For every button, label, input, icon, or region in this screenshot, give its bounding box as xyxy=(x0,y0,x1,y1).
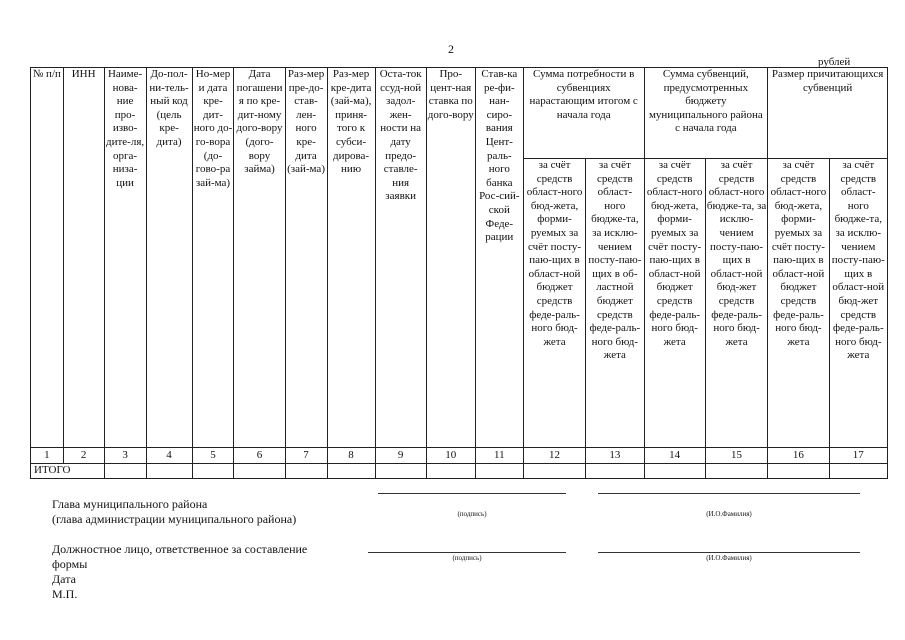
head-signature-line[interactable] xyxy=(378,493,566,494)
total-cell xyxy=(475,464,523,479)
col-header-1: № п/п xyxy=(31,68,64,448)
subsidy-table xyxy=(30,67,888,479)
group-header-provided: Сумма субвенций, предусмотренных бюджету муниципального района с начала года xyxy=(644,68,768,159)
total-cell xyxy=(586,464,644,479)
official-signature-line[interactable] xyxy=(368,552,566,553)
sub-header-16: за счёт средств област-ного бюд-жета, форми-руемых за счёт посту-паю-щих в област-ной бюджет средств феде-раль-ного бюд-жета xyxy=(768,159,829,448)
col-number: 11 xyxy=(475,448,523,464)
group-header-need: Сумма потребности в субвенциях нарастающим итогом с начала года xyxy=(523,68,644,159)
head-title-line1: Глава муниципального района xyxy=(52,497,208,511)
col-header-3: Наиме-нова-ние про-изво-дите-ля, орга-низа-ции xyxy=(104,68,146,448)
official-name-line[interactable] xyxy=(598,552,860,553)
col-header-2: ИНН xyxy=(63,68,104,448)
total-cell xyxy=(285,464,327,479)
group-header-due: Размер причитающихся субвенций xyxy=(768,68,888,159)
total-cell xyxy=(104,464,146,479)
sub-header-15: за счёт средств област-ного бюдже-та, за исклю-чением посту-паю-щих в област-ной бюд-жет средств феде-раль-ного бюд-жета xyxy=(705,159,767,448)
stamp-label: М.П. xyxy=(52,587,78,601)
col-number: 12 xyxy=(523,448,585,464)
col-number: 5 xyxy=(192,448,234,464)
col-number: 10 xyxy=(426,448,475,464)
col-header-4: До-пол-ни-тель-ный код (цель кре-дита) xyxy=(146,68,192,448)
col-number: 14 xyxy=(644,448,705,464)
col-header-10: Про-цент-ная ставка по дого-вору xyxy=(426,68,475,448)
head-title-line2: (глава администрации муниципального района) xyxy=(52,512,297,526)
head-signature-title xyxy=(52,497,296,527)
total-label: ИТОГО xyxy=(31,464,105,479)
col-number: 4 xyxy=(146,448,192,464)
col-header-8: Раз-мер кре-дита (зай-ма), приня-того к субси-дирова-нию xyxy=(327,68,375,448)
total-cell xyxy=(644,464,705,479)
date-label: Дата xyxy=(52,572,76,586)
head-sign-caption: (подпись) xyxy=(457,510,487,518)
col-number: 3 xyxy=(104,448,146,464)
page-number: 2 xyxy=(448,42,454,56)
sub-header-17: за счёт средств област-ного бюдже-та, за исклю-чением посту-паю-щих в област-ной бюд-жет средств феде-раль-ного бюд-жета xyxy=(829,159,887,448)
total-cell xyxy=(768,464,829,479)
col-number: 9 xyxy=(375,448,426,464)
col-header-7: Раз-мер пре-до-став-лен-ного кре-дита (зай-ма) xyxy=(285,68,327,448)
col-header-5: Но-мер и дата кре-дит-ного до-го-вора (до-гово-ра зай-ма) xyxy=(192,68,234,448)
official-signature-title xyxy=(52,542,307,602)
col-number: 17 xyxy=(829,448,887,464)
sub-header-12: за счёт средств област-ного бюд-жета, форми-руемых за счёт посту-паю-щих в област-ной бюджет средств феде-раль-ного бюд-жета xyxy=(523,159,585,448)
unit-label: рублей xyxy=(818,56,851,68)
total-cell xyxy=(426,464,475,479)
total-cell xyxy=(523,464,585,479)
official-title-line1: Должностное лицо, ответственное за составление xyxy=(52,542,308,556)
total-cell xyxy=(327,464,375,479)
official-sign-caption: (подпись) xyxy=(452,554,482,562)
official-name-caption: (И.О.Фамилия) xyxy=(706,554,752,562)
total-cell xyxy=(146,464,192,479)
col-header-11: Став-ка ре-фи-нан-сиро-вания Цент-раль-ного банка Рос-сий-ской Феде-рации xyxy=(475,68,523,448)
col-header-6: Дата погашения по кре-дит-ному дого-вору (дого-вору займа) xyxy=(234,68,285,448)
col-number: 15 xyxy=(705,448,767,464)
col-number: 13 xyxy=(586,448,644,464)
total-cell xyxy=(375,464,426,479)
col-header-9: Оста-ток ссуд-ной задол-жен-ности на дату предо-ставле-ния заявки xyxy=(375,68,426,448)
col-number: 6 xyxy=(234,448,285,464)
head-name-caption: (И.О.Фамилия) xyxy=(706,510,752,518)
official-title-line2: формы xyxy=(52,557,88,571)
total-cell xyxy=(192,464,234,479)
sub-header-14: за счёт средств област-ного бюд-жета, форми-руемых за счёт посту-паю-щих в област-ной бюджет средств феде-раль-ного бюд-жета xyxy=(644,159,705,448)
col-number: 16 xyxy=(768,448,829,464)
col-number: 1 xyxy=(31,448,64,464)
col-number: 7 xyxy=(285,448,327,464)
col-number: 8 xyxy=(327,448,375,464)
col-number: 2 xyxy=(63,448,104,464)
sub-header-13: за счёт средств област-ного бюдже-та, за исклю-чением посту-паю-щих в об-ластной бюджет средств феде-раль-ного бюд-жета xyxy=(586,159,644,448)
head-name-line[interactable] xyxy=(598,493,860,494)
total-cell xyxy=(829,464,887,479)
total-cell xyxy=(705,464,767,479)
total-cell xyxy=(234,464,285,479)
